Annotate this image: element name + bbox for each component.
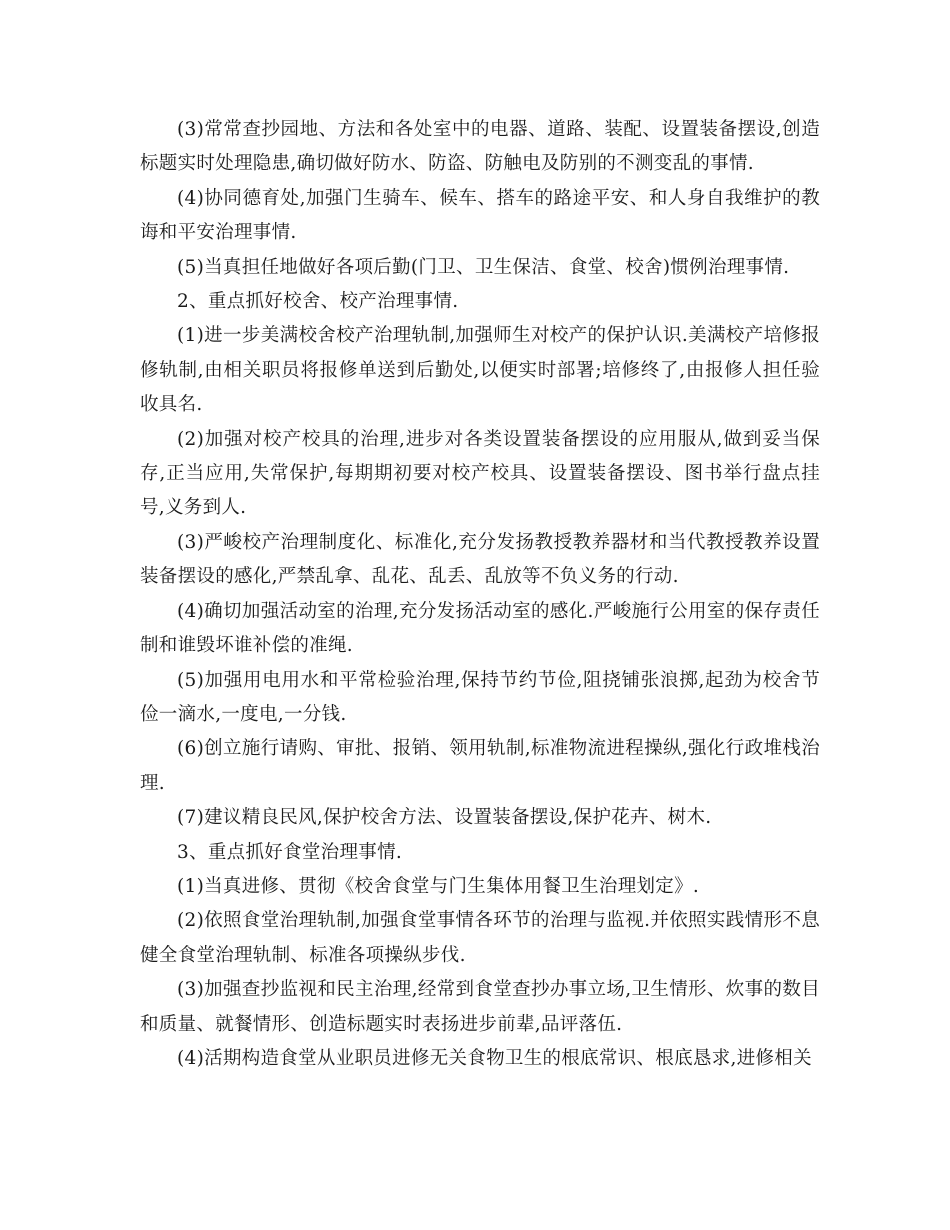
paragraph-1-canteen-regulations: (1)当真进修、贯彻《校舍食堂与门生集体用餐卫生治理划定》. (177, 875, 700, 897)
paragraph-2-asset-management: (2)加强对校产校具的治理,进步对各类设置装备摆设的应用服从,做到妥当保存,正当应用,失常保护,每期期初要对校产校具、设置装备摆设、图书举行盘点挂号,义务到人. (140, 428, 820, 519)
paragraph-5-routine-logistics: (5)当真担任地做好各项后勤(门卫、卫生保洁、食堂、校舍)惯例治理事情. (177, 256, 790, 278)
paragraph-4-activity-rooms: (4)确切加强活动室的治理,充分发扬活动室的感化.严峻施行公用室的保存责任制和谁毁坏谁补偿的准绳. (140, 600, 820, 657)
paragraph-4-staff-training: (4)活期构造食堂从业职员进修无关食物卫生的根底常识、根底恳求,进修相关 (177, 1047, 812, 1069)
paragraph-2-canteen-supervision: (2)依照食堂治理轨制,加强食堂事情各环节的治理与监视.并依照实践情形不息健全食堂治理轨制、标准各项操纵步伐. (140, 910, 820, 966)
paragraph-3-standardization: (3)严峻校产治理制度化、标准化,充分发扬教授教养器材和当代教授教养设置装备摆设的感化,严禁乱拿、乱花、乱丢、乱放等不负义务的行动. (140, 531, 820, 588)
section-heading-school-property: 2、重点抓好校舍、校产治理事情. (177, 291, 459, 313)
paragraph-6-procurement: (6)创立施行请购、审批、报销、领用轨制,标准物流进程操纵,强化行政堆栈治理. (140, 738, 820, 794)
paragraph-5-utility-saving: (5)加强用电用水和平常检验治理,保持节约节俭,阻挠铺张浪掷,起劲为校舍节俭一滴水,一度电,一分钱. (140, 669, 820, 725)
paragraph-3-inspection: (3)加强查抄监视和民主治理,经常到食堂查抄办事立场,卫生情形、炊事的数目和质量、就餐情形、创造标题实时表扬进步前辈,品评落伍. (140, 979, 820, 1035)
paragraph-7-campus-care: (7)建议精良民风,保护校舍方法、设置装备摆设,保护花卉、树木. (177, 807, 712, 829)
paragraph-3-equipment-inspection: (3)常常查抄园地、方法和各处室中的电器、道路、装配、设置装备摆设,创造标题实时处理隐患,确切做好防水、防盗、防触电及防别的不测变乱的事情. (140, 119, 820, 175)
paragraph-4-traffic-safety: (4)协同德育处,加强门生骑车、候车、搭车的路途平安、和人身自我维护的教诲和平安治理事情. (140, 187, 820, 244)
paragraph-1-property-system: (1)进一步美满校舍校产治理轨制,加强师生对校产的保护认识.美满校产培修报修轨制,由相关职员将报修单送到后勤处,以便实时部署;培修终了,由报修人担任验收具名. (140, 325, 820, 416)
section-heading-canteen: 3、重点抓好食堂治理事情. (177, 841, 403, 863)
document-body (140, 113, 820, 1076)
